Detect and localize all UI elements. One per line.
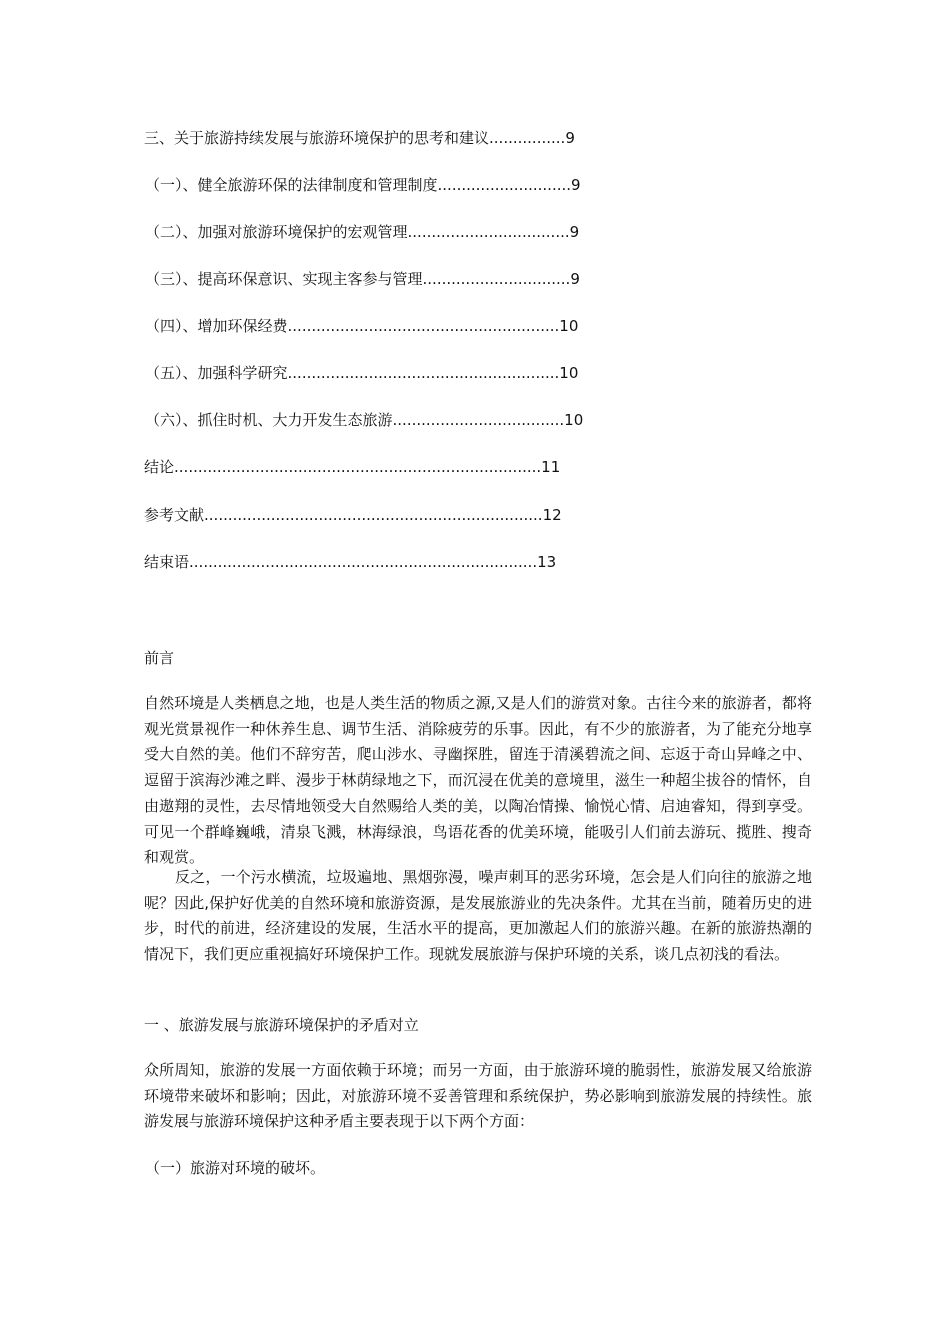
toc-dot-leader: ............................................................................. — [174, 458, 542, 476]
toc-entry-label: （二）、加强对旅游环境保护的宏观管理 — [145, 223, 408, 241]
toc-page-number: 9 — [570, 270, 580, 288]
toc-page-number: 12 — [542, 506, 562, 524]
toc-entry-label: （六）、抓住时机、大力开发生态旅游 — [145, 411, 393, 429]
toc-entry-3[interactable] — [144, 128, 575, 148]
toc-entry-references[interactable] — [144, 505, 562, 525]
toc-page-number: 11 — [541, 458, 561, 476]
toc-entry-3-2[interactable] — [145, 222, 579, 242]
toc-page-number: 9 — [571, 176, 581, 194]
toc-entry-label: （四）、增加环保经费 — [145, 317, 288, 335]
toc-entry-3-3[interactable] — [145, 269, 580, 289]
toc-dot-leader: .................................. — [407, 223, 570, 241]
toc-entry-label: （一）、健全旅游环保的法律制度和管理制度 — [145, 176, 438, 194]
section-1-paragraph: 众所周知，旅游的发展一方面依赖于环境；而另一方面，由于旅游环境的脆弱性，旅游发展又给旅游环境带来破坏和影响；因此，对旅游环境不妥善管理和系统保护，势必影响到旅游发展的持续性。旅游发展与旅游环境保护这种矛盾主要表现于以下两个方面： — [144, 1061, 812, 1131]
toc-entry-label: （三）、提高环保意识、实现主客参与管理 — [145, 270, 423, 288]
toc-dot-leader: ......................................................... — [287, 317, 560, 335]
toc-dot-leader: ......................................................... — [287, 364, 560, 382]
toc-dot-leader: ............................ — [437, 176, 572, 194]
toc-dot-leader: ................ — [489, 129, 566, 147]
toc-entry-label: 三、关于旅游持续发展与旅游环境保护的思考和建议 — [144, 129, 490, 147]
toc-page-number: 10 — [559, 317, 579, 335]
toc-entry-3-5[interactable] — [145, 363, 578, 383]
toc-entry-3-1[interactable] — [145, 175, 581, 195]
toc-dot-leader: ....................................................................... — [204, 506, 543, 524]
preface-paragraph-1: 自然环境是人类栖息之地，也是人类生活的物质之源,又是人们的游赏对象。古往今来的旅游者，都将观光赏景视作一种休养生息、调节生活、消除疲劳的乐事。因此，有不少的旅游者，为了能充分地享受大自然的美。他们不辞穷苦，爬山涉水、寻幽探胜，留连于清溪碧流之间、忘返于奇山异峰之中、逗留于滨海沙滩之畔、漫步于林荫绿地之下，而沉浸在优美的意境里，滋生一种超尘拔谷的情怀，自由遨翔的灵性，去尽情地领受大自然赐给人类的美，以陶冶情操、愉悦心情、启迪睿知，得到享受。可见一个群峰巍峨，清泉飞溅，林海绿浪，鸟语花香的优美环境，能吸引人们前去游玩、揽胜、搜奇和观赏。 — [144, 694, 812, 867]
toc-entry-label: （五）、加强科学研究 — [145, 364, 288, 382]
toc-entry-label: 结束语 — [144, 553, 190, 571]
toc-page-number: 13 — [537, 553, 557, 571]
toc-entry-label: 结论 — [144, 458, 175, 476]
toc-entry-3-4[interactable] — [145, 316, 578, 336]
toc-entry-3-6[interactable] — [145, 410, 583, 430]
toc-page-number: 9 — [569, 223, 580, 241]
section-1-heading: 一 、旅游发展与旅游环境保护的矛盾对立 — [144, 1016, 419, 1034]
toc-dot-leader: ............................... — [422, 270, 571, 288]
preface-heading: 前言 — [144, 649, 175, 667]
toc-page-number: 10 — [564, 411, 584, 429]
toc-dot-leader: ......................................................................... — [189, 553, 538, 571]
toc-entry-closing[interactable] — [144, 552, 556, 572]
toc-dot-leader: .................................... — [392, 411, 565, 429]
preface-paragraph-2: 反之，一个污水横流，垃圾遍地、黑烟弥漫，噪声刺耳的恶劣环境，怎会是人们向往的旅游之地呢？因此,保护好优美的自然环境和旅游资源，是发展旅游业的先决条件。尤其在当前，随着历史的进步，时代的前进，经济建设的发展，生活水平的提高，更加激起人们的旅游兴趣。在新的旅游热潮的情况下，我们更应重视搞好环境保护工作。现就发展旅游与保护环境的关系，谈几点初浅的看法。 — [144, 868, 812, 964]
toc-page-number: 9 — [565, 129, 575, 147]
toc-page-number: 10 — [559, 364, 579, 382]
toc-entry-conclusion[interactable] — [144, 457, 560, 477]
toc-entry-label: 参考文献 — [144, 506, 205, 524]
section-1-subheading: （一）旅游对环境的破坏。 — [145, 1159, 326, 1177]
